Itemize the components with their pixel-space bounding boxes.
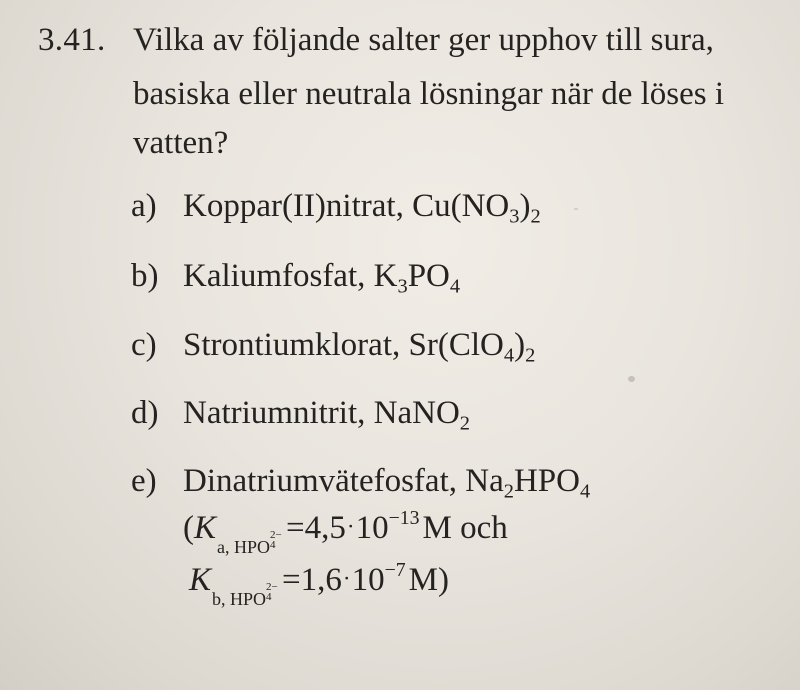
item-letter: a) xyxy=(131,188,157,224)
item-name: Kaliumfosfat, xyxy=(183,258,374,294)
item-letter: e) xyxy=(131,463,157,499)
item-formula: $Cu(NO_3)_2$ xyxy=(412,188,541,228)
item-a xyxy=(131,188,541,228)
item-b xyxy=(131,258,461,298)
question-line-2: basiska eller neutrala lösningar när de löses i xyxy=(133,76,725,112)
item-name: Dinatriumvätefosfat, xyxy=(183,463,466,499)
ka-symbol: K xyxy=(194,510,217,546)
ka-constant-line: (Ka, HPO 2− 4 $=4,5\cdot 10^{-13}M$ och xyxy=(183,507,508,557)
kb-constant-line: Kb, HPO 2− 4 $=1,6\cdot 10^{-7}M$) xyxy=(189,559,449,609)
item-name: Strontiumklorat, xyxy=(183,327,409,363)
kb-exponent: −7 xyxy=(384,559,406,582)
question-line-3: vatten? xyxy=(133,125,229,161)
ka-value: =4,5 xyxy=(286,510,346,546)
kb-unit: M xyxy=(408,562,438,598)
item-formula: $K_3PO_4$ xyxy=(373,258,461,298)
item-e xyxy=(131,463,591,503)
item-formula: $Sr(ClO_4)_2$ xyxy=(408,327,536,367)
kb-subscript: b, HPO 2− 4 xyxy=(212,581,278,609)
item-letter: d) xyxy=(131,395,159,431)
paper-speck xyxy=(628,376,635,382)
question-line-1: Vilka av följande salter ger upphov till sura, xyxy=(133,22,714,58)
item-letter: c) xyxy=(131,327,157,363)
paper-mark xyxy=(574,208,578,210)
item-name: Koppar(II)nitrat, xyxy=(183,188,413,224)
item-letter: b) xyxy=(131,258,159,294)
kb-symbol: K xyxy=(189,562,212,598)
item-name: Natriumnitrit, xyxy=(183,395,374,431)
item-formula: $Na_2HPO_4$ xyxy=(465,463,591,503)
problem-number: 3.41. xyxy=(38,22,106,58)
ka-subscript: a, HPO 2− 4 xyxy=(217,529,282,557)
ka-exponent: −13 xyxy=(388,507,420,530)
item-c xyxy=(131,327,536,367)
item-d xyxy=(131,395,471,435)
ka-unit: M xyxy=(422,510,452,546)
kb-value: =1,6 xyxy=(282,562,342,598)
item-formula: NaNO$_2$ xyxy=(373,395,471,435)
